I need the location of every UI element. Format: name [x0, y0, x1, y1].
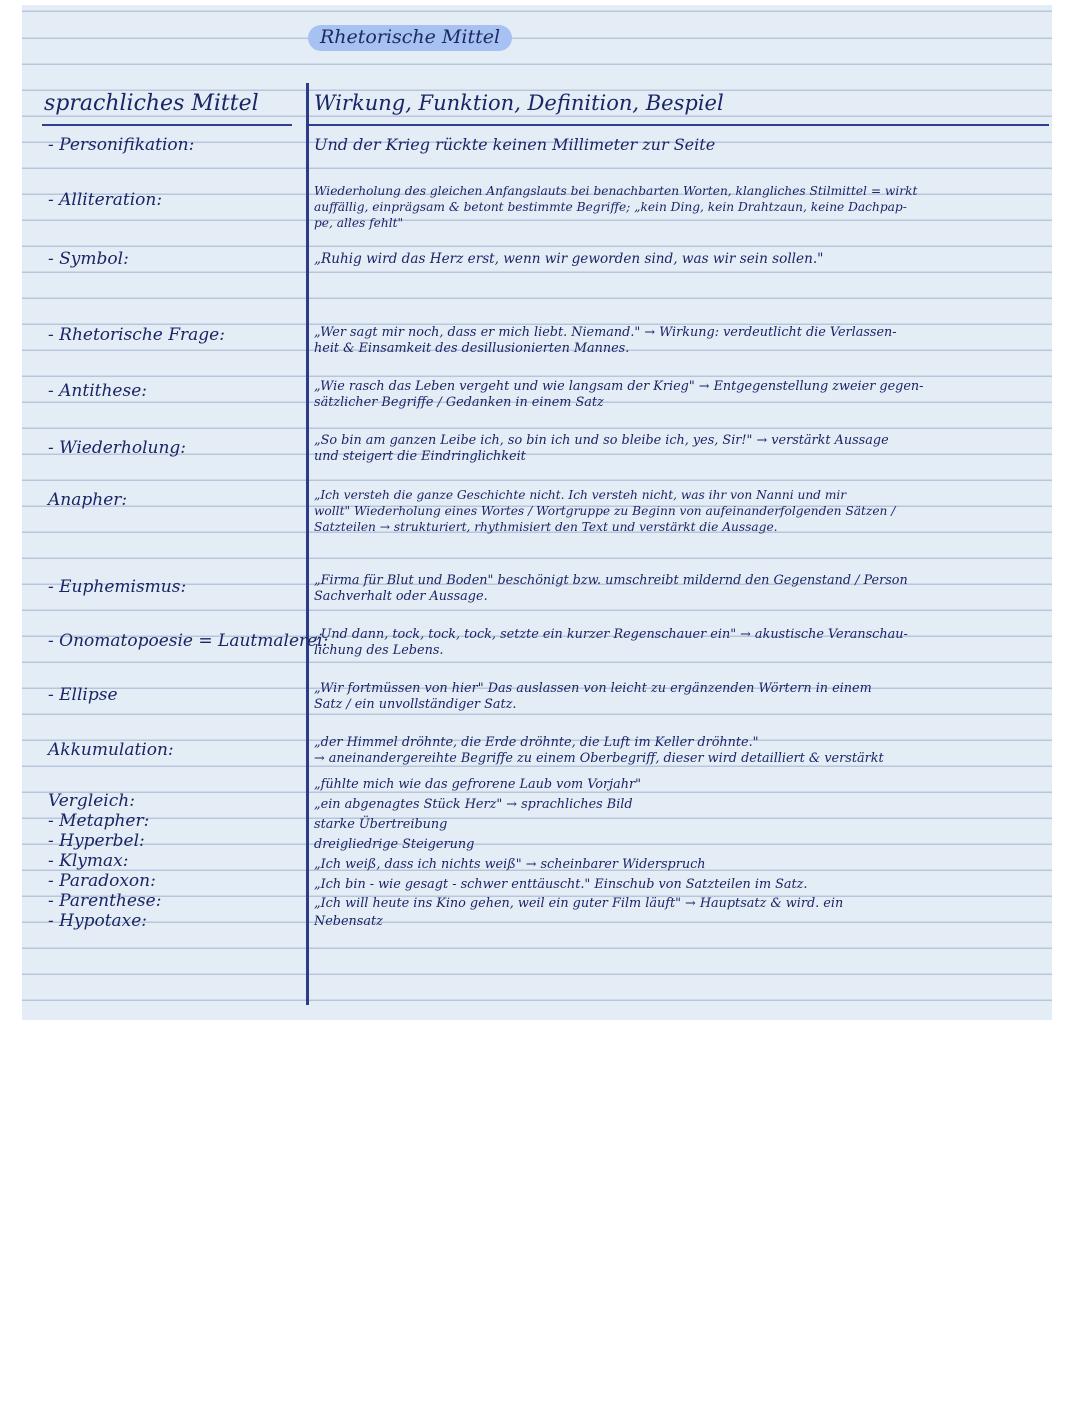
description-line: „Wie rasch das Leben vergeht und wie langsam der Krieg" → Entgegenstellung zweier gegen- [314, 379, 924, 394]
term-anapher: Anapher: [48, 490, 128, 510]
description-hyperbel [314, 815, 1042, 835]
description-line: „Wir fortmüssen von hier" Das auslassen von leicht zu ergänzenden Wörtern in einem [314, 681, 872, 696]
term-antithese: - Antithese: [48, 381, 147, 401]
description-personifikation [314, 137, 1042, 153]
description-line: „Ich will heute ins Kino gehen, weil ein guter Film läuft" → Hauptsatz & wird. ein [314, 896, 844, 911]
term-symbol: - Symbol: [48, 249, 129, 269]
description-line: heit & Einsamkeit des desillusionierten Mannes. [314, 341, 630, 356]
description-euphemismus [314, 573, 1042, 605]
description-line: „ein abgenagtes Stück Herz" → sprachliches Bild [314, 797, 633, 812]
description-line: Sachverhalt oder Aussage. [314, 589, 488, 604]
column-header-description: Wirkung, Funktion, Definition, Bespiel [314, 91, 724, 115]
description-line: und steigert die Eindringlichkeit [314, 449, 526, 464]
header-underline-right [309, 124, 1049, 126]
description-wiederholung [314, 433, 1042, 465]
notebook-page [22, 5, 1052, 1020]
term-hyperbel: - Hyperbel: [48, 831, 145, 851]
description-line: auffällig, einprägsam & betont bestimmte Begriffe; „kein Ding, kein Drahtzaun, keine Dachpap- [314, 200, 907, 214]
term-alliteration: - Alliteration: [48, 190, 163, 210]
description-line: pe, alles fehlt" [314, 216, 404, 230]
description-onomatopoesie [314, 627, 1042, 659]
header-underline-left [42, 124, 292, 126]
description-klymax [314, 835, 1042, 855]
description-line: „Ich bin - wie gesagt - schwer enttäuscht." Einschub von Satzteilen im Satz. [314, 877, 808, 892]
description-line: „fühlte mich wie das gefrorene Laub vom Vorjahr" [314, 777, 641, 792]
description-ellipse [314, 681, 1042, 713]
description-line: Und der Krieg rückte keinen Millimeter zur Seite [314, 135, 716, 154]
description-line: Satzteilen → strukturiert, rhythmisiert den Text und verstärkt die Aussage. [314, 520, 778, 534]
term-akkumulation: Akkumulation: [48, 740, 174, 760]
description-akkumulation [314, 735, 1042, 767]
description-line: → aneinandergereihte Begriffe zu einem Oberbegriff, dieser wird detailliert & verstärkt [314, 751, 884, 766]
page-title: Rhetorische Mittel [308, 25, 512, 51]
description-line: „Wer sagt mir noch, dass er mich liebt. Niemand." → Wirkung: verdeutlicht die Verlassen- [314, 325, 897, 340]
description-symbol [314, 251, 1042, 267]
term-paradoxon: - Paradoxon: [48, 871, 156, 891]
description-line: „Ruhig wird das Herz erst, wenn wir geworden sind, was wir sein sollen." [314, 251, 824, 267]
description-line: Satz / ein unvollständiger Satz. [314, 697, 517, 712]
description-line: lichung des Lebens. [314, 643, 444, 658]
term-euphemismus: - Euphemismus: [48, 577, 187, 597]
description-paradoxon [314, 855, 1042, 875]
description-line: dreigliedrige Steigerung [314, 837, 475, 852]
description-line: starke Übertreibung [314, 817, 448, 832]
term-personifikation: - Personifikation: [48, 135, 195, 155]
description-line: Wiederholung des gleichen Anfangslauts bei benachbarten Worten, klangliches Stilmittel = wirkt [314, 184, 918, 198]
term-metapher: - Metapher: [48, 811, 150, 831]
term-wiederholung: - Wiederholung: [48, 438, 187, 458]
column-divider [306, 83, 309, 1005]
description-rhetorische-frage [314, 325, 1042, 357]
description-vergleich [314, 775, 1042, 795]
description-alliteration [314, 183, 1042, 231]
description-line: „Und dann, tock, tock, tock, setzte ein kurzer Regenschauer ein" → akustische Veranschau- [314, 627, 908, 642]
term-hypotaxe: - Hypotaxe: [48, 911, 148, 931]
term-onomatopoesie: - Onomatopoesie = Lautmalerei: [48, 631, 329, 651]
term-parenthese: - Parenthese: [48, 891, 162, 911]
description-line: „Firma für Blut und Boden" beschönigt bzw. umschreibt mildernd den Gegenstand / Person [314, 573, 908, 588]
column-header-term: sprachliches Mittel [44, 91, 259, 116]
term-vergleich: Vergleich: [48, 791, 135, 811]
description-metapher [314, 795, 1042, 815]
description-line: sätzlicher Begriffe / Gedanken in einem Satz [314, 395, 604, 410]
term-ellipse: - Ellipse [48, 685, 118, 705]
term-rhetorische-frage: - Rhetorische Frage: [48, 325, 225, 345]
description-hypotaxe [314, 895, 1042, 931]
description-line: „Ich versteh die ganze Geschichte nicht. Ich versteh nicht, was ihr von Nanni und mir [314, 488, 847, 502]
description-line: „So bin am ganzen Leibe ich, so bin ich und so bleibe ich, yes, Sir!" → verstärkt Aussage [314, 433, 889, 448]
description-line: wollt" Wiederholung eines Wortes / Wortgruppe zu Beginn von aufeinanderfolgenden Sätzen / [314, 504, 896, 518]
description-line: „der Himmel dröhnte, die Erde dröhnte, die Luft im Keller dröhnte." [314, 735, 759, 750]
description-line: Nebensatz [314, 914, 383, 929]
term-klymax: - Klymax: [48, 851, 129, 871]
description-parenthese [314, 875, 1042, 895]
description-anapher [314, 487, 1042, 535]
description-line: „Ich weiß, dass ich nichts weiß" → scheinbarer Widerspruch [314, 857, 706, 872]
description-antithese [314, 379, 1042, 411]
